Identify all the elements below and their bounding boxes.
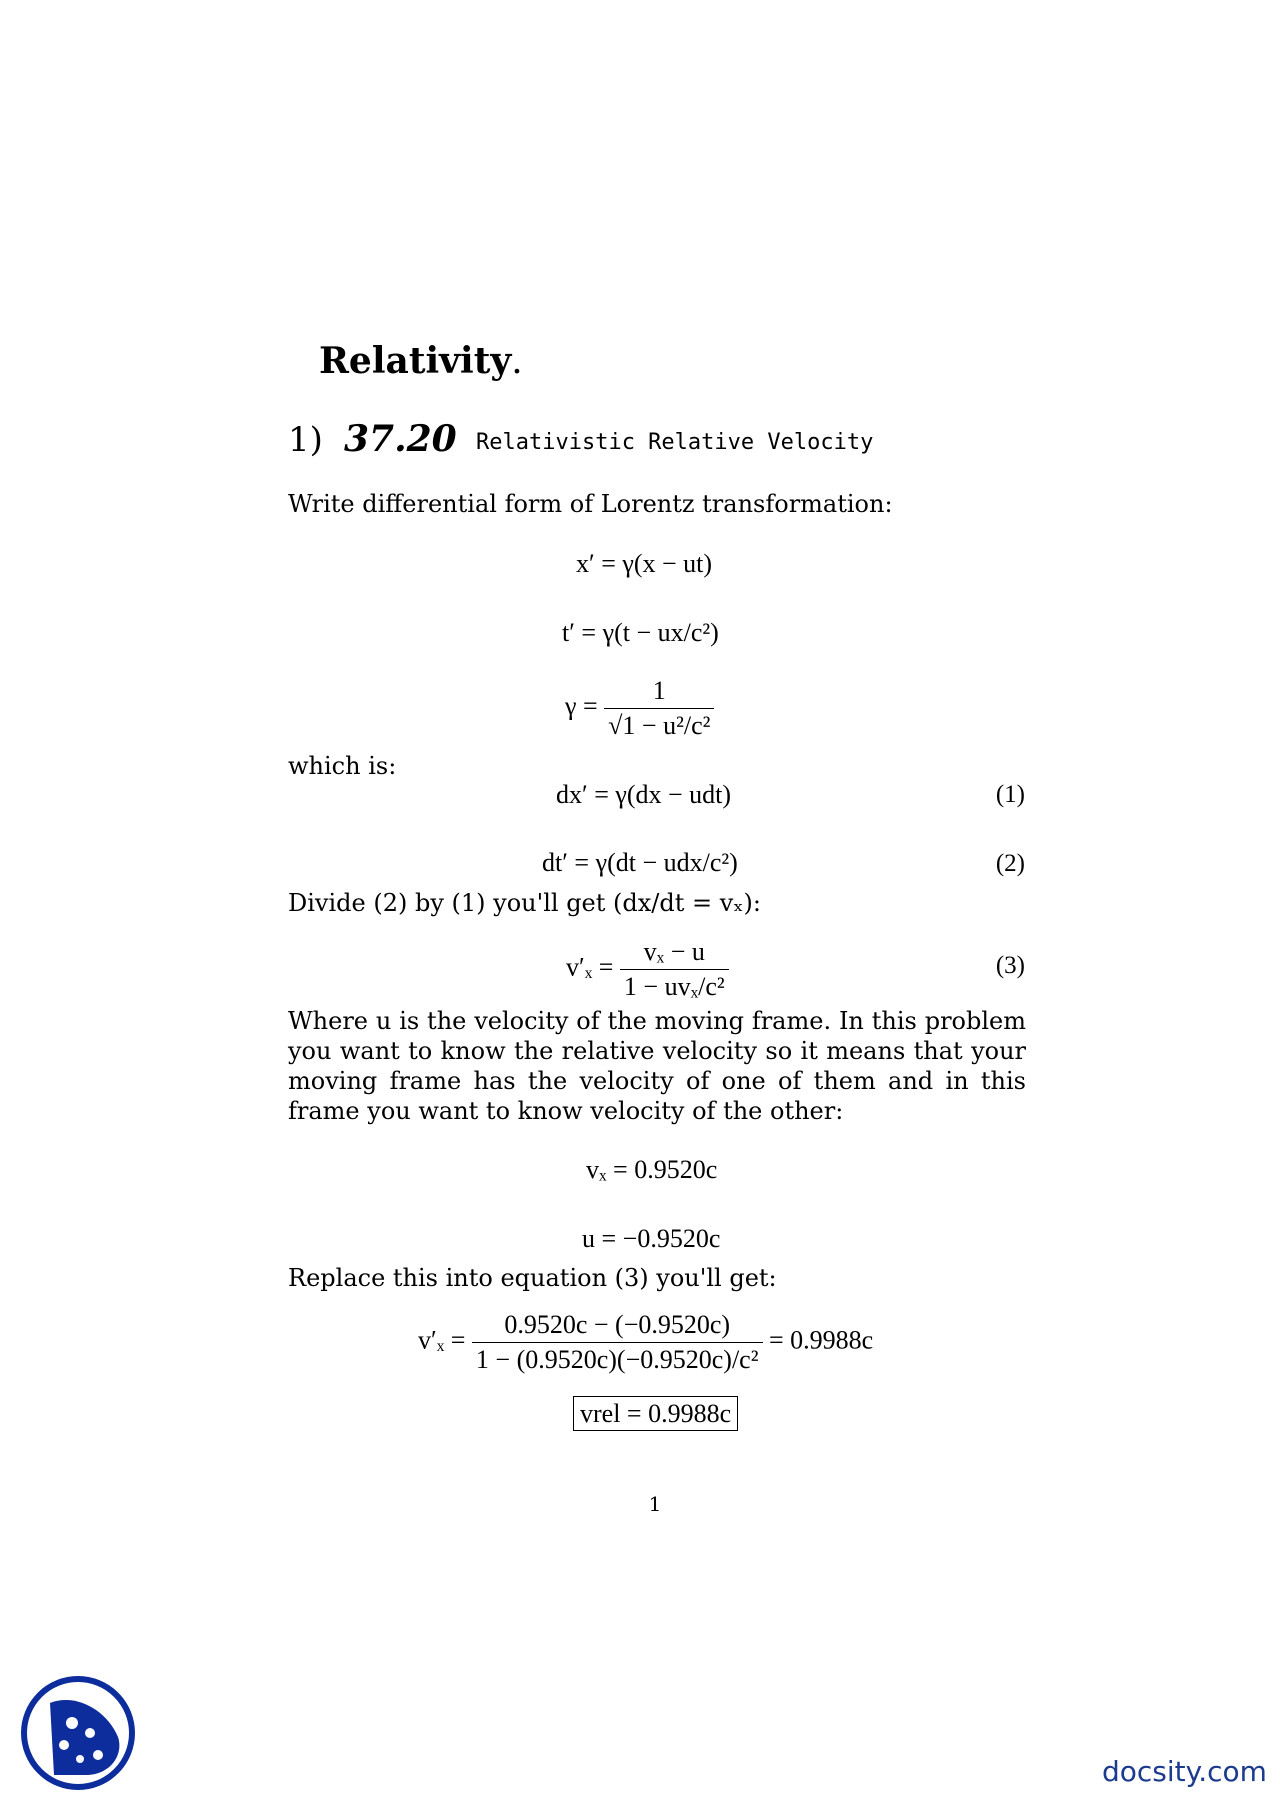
- docsity-brand-link[interactable]: docsity.com: [1102, 1755, 1267, 1788]
- calc-rhs: = 0.9988c: [769, 1325, 874, 1355]
- velocity-lhs: v′ₓ =: [566, 952, 614, 982]
- gamma-numerator: 1: [604, 676, 714, 709]
- velocity-fraction: [620, 937, 729, 1002]
- gamma-fraction: [604, 676, 714, 741]
- equation-number-2: (2): [995, 850, 1025, 877]
- boxed-result: vrel = 0.9988c: [573, 1396, 738, 1431]
- title-dot: .: [511, 341, 523, 382]
- equation-t-transform: t′ = γ(t − ux/c²): [562, 618, 719, 647]
- equation-u-value: u = −0.9520c: [582, 1224, 721, 1253]
- equation-number-3: (3): [995, 952, 1025, 979]
- gamma-denominator: √1 − u²/c²: [608, 711, 711, 740]
- page-title: [319, 340, 523, 382]
- equation-2: dt′ = γ(dt − udx/c²): [542, 848, 738, 877]
- where-paragraph: Where u is the velocity of the moving frame. In this problem you want to know the relative velocity so it means that your moving frame has the velocity of one of them and in this frame you want to know velocity of the other:: [288, 1007, 1026, 1125]
- problem-number: 1): [288, 420, 323, 460]
- divide-text: Divide (2) by (1) you'll get (dx/dt = vₓ):: [288, 889, 761, 917]
- equation-x-transform: x′ = γ(x − ut): [576, 549, 713, 578]
- equation-calculation: [418, 1310, 873, 1375]
- docsity-logo-icon[interactable]: [20, 1675, 136, 1795]
- page-number: 1: [648, 1492, 662, 1516]
- equation-gamma: [565, 676, 714, 741]
- equation-3: [566, 937, 729, 1002]
- title-text: Relativity: [319, 340, 512, 382]
- calc-fraction: [472, 1310, 763, 1375]
- equation-number-1: (1): [995, 781, 1025, 808]
- calc-numerator: 0.9520c − (−0.9520c): [472, 1310, 763, 1343]
- replace-text: Replace this into equation (3) you'll get:: [288, 1264, 777, 1292]
- problem-code: 37.20: [344, 418, 457, 460]
- equation-vx-value: vₓ = 0.9520c: [586, 1155, 718, 1184]
- problem-title: Relativistic Relative Velocity: [476, 430, 874, 455]
- intro-text: Write differential form of Lorentz transformation:: [288, 490, 893, 518]
- result-box: [573, 1399, 738, 1429]
- equation-1: dx′ = γ(dx − udt): [556, 780, 732, 809]
- which-is-text: which is:: [288, 752, 397, 780]
- velocity-numerator: vₓ − u: [620, 937, 729, 970]
- calc-lhs: v′ₓ =: [418, 1325, 466, 1355]
- gamma-lhs: γ =: [565, 691, 598, 721]
- velocity-denominator: 1 − uvₓ/c²: [623, 972, 725, 1001]
- calc-denominator: 1 − (0.9520c)(−0.9520c)/c²: [475, 1345, 759, 1374]
